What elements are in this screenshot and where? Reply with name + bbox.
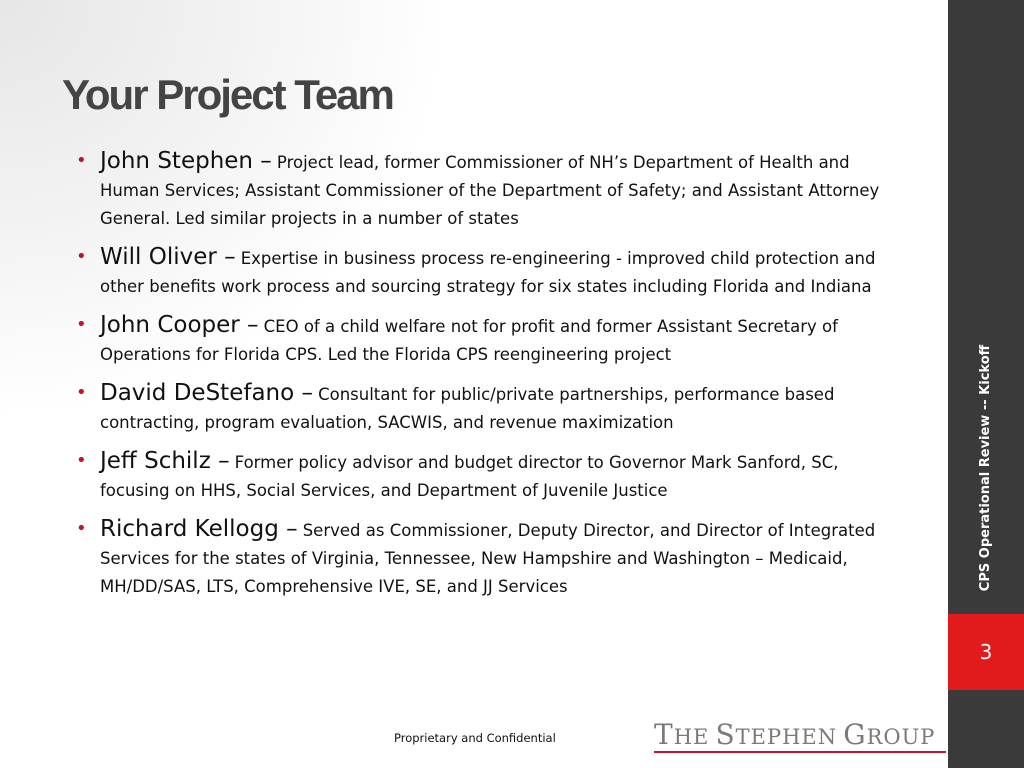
bullet-icon: • bbox=[76, 382, 87, 403]
bullet-icon: • bbox=[76, 450, 87, 471]
page-title: Your Project Team bbox=[62, 71, 393, 118]
logo-underline bbox=[654, 751, 946, 753]
member-name: Jeff Schilz – bbox=[100, 448, 230, 474]
team-list bbox=[74, 146, 904, 610]
footer-text: Proprietary and Confidential bbox=[394, 731, 556, 745]
page-number-box bbox=[948, 614, 1024, 690]
team-member bbox=[74, 378, 904, 437]
team-member bbox=[74, 242, 904, 301]
bullet-icon: • bbox=[76, 150, 87, 171]
company-logo: THE STEPHEN GROUP bbox=[654, 718, 936, 751]
member-description: Project lead, former Commissioner of NH’s Department of Health and Human Services; Assistant Commissioner of the Department of Safety; and Assistant Attorney General. Led similar projects in a number of states bbox=[100, 153, 880, 228]
bullet-icon: • bbox=[76, 314, 87, 335]
member-description: Served as Commissioner, Deputy Director, and Director of Integrated Services for the states of Virginia, Tennessee, New Hampshire and Washington – Medicaid, MH/DD/SAS, LTS, Comprehensive IVE, SE, and JJ Services bbox=[100, 521, 876, 596]
team-member bbox=[74, 310, 904, 369]
member-name: John Cooper – bbox=[100, 312, 259, 338]
team-member bbox=[74, 146, 904, 233]
bullet-icon: • bbox=[76, 518, 87, 539]
member-description: Former policy advisor and budget director to Governor Mark Sanford, SC, focusing on HHS, Social Services, and Department of Juvenile Justice bbox=[100, 453, 839, 500]
member-name: Will Oliver – bbox=[100, 244, 236, 270]
sidebar-label: CPS Operational Review -- Kickoff bbox=[978, 344, 993, 592]
page-number: 3 bbox=[979, 640, 993, 664]
member-description: CEO of a child welfare not for profit and former Assistant Secretary of Operations for Florida CPS. Led the Florida CPS reengineering project bbox=[100, 317, 838, 364]
member-description: Expertise in business process re-engineering - improved child protection and other benefits work process and sourcing strategy for six states including Florida and Indiana bbox=[100, 249, 876, 296]
member-name: Richard Kellogg – bbox=[100, 516, 298, 542]
team-member bbox=[74, 514, 904, 601]
bullet-icon: • bbox=[76, 246, 87, 267]
member-name: David DeStefano – bbox=[100, 380, 313, 406]
member-name: John Stephen – bbox=[100, 148, 272, 174]
member-description: Consultant for public/private partnerships, performance based contracting, program evaluation, SACWIS, and revenue maximization bbox=[100, 385, 835, 432]
team-member bbox=[74, 446, 904, 505]
